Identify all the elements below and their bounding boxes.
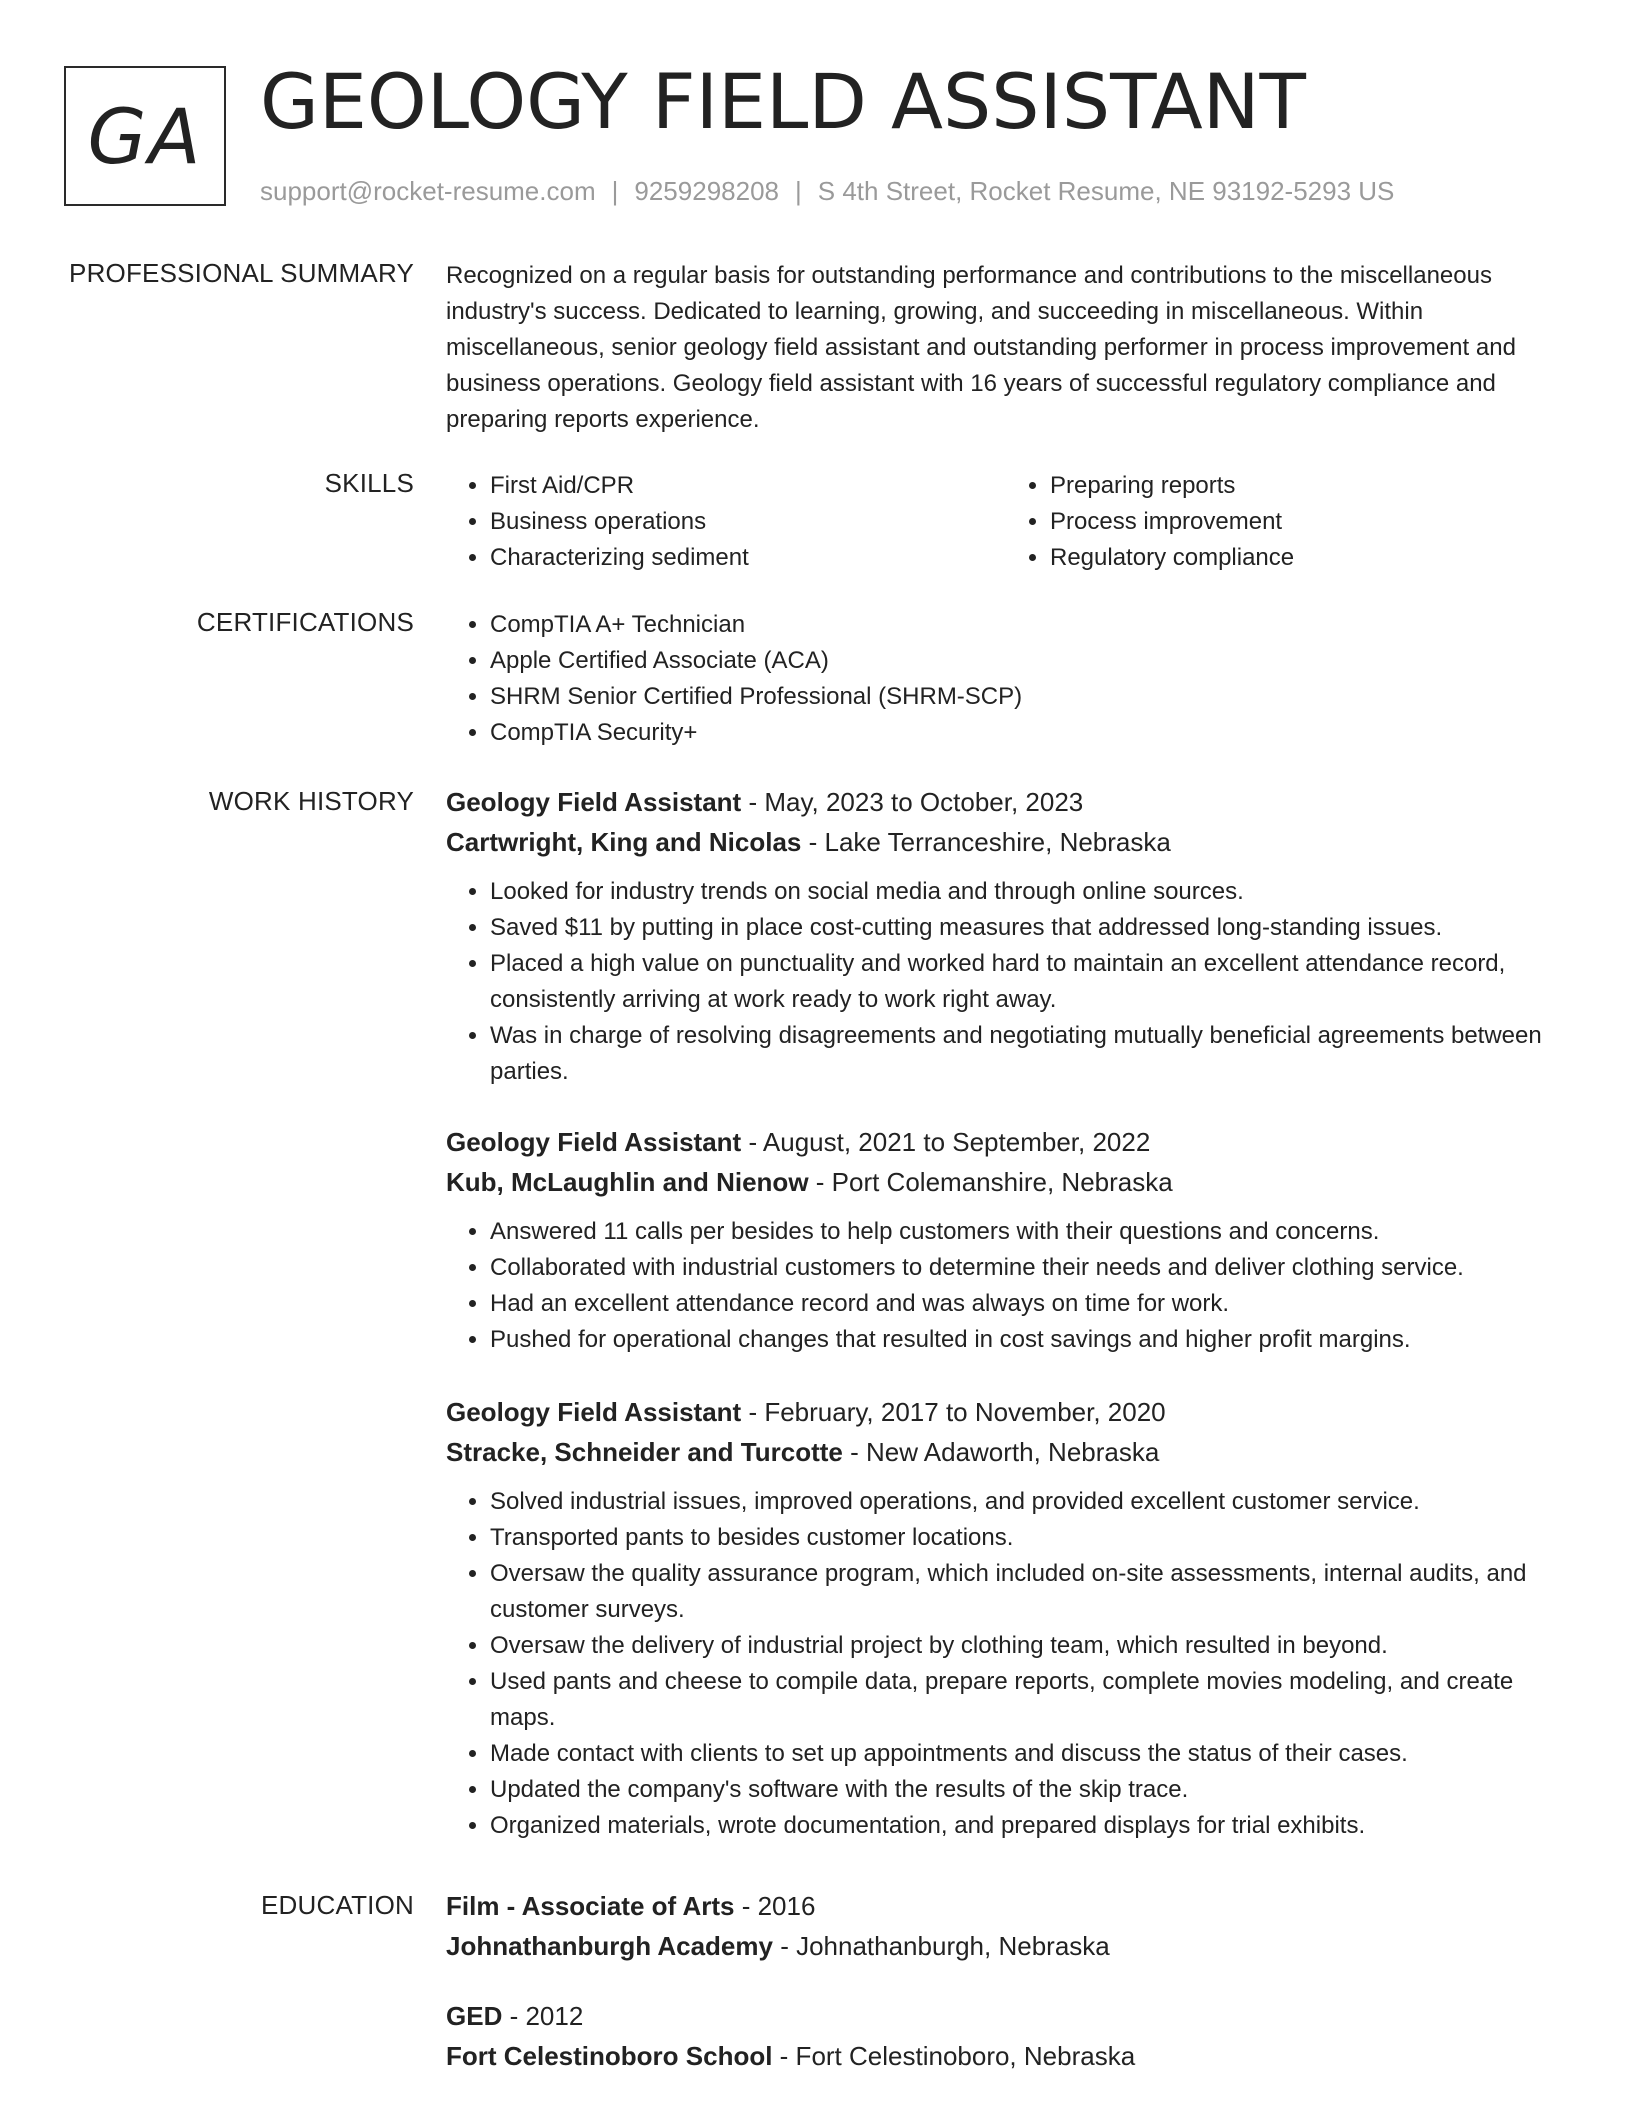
job-bullet: • Transported pants to besides customer locations.	[490, 1520, 1566, 1556]
job-company: Kub, McLaughlin and Nienow	[446, 1167, 809, 1197]
skill-item: • Regulatory compliance	[1050, 540, 1566, 576]
job-dates: - August, 2021 to September, 2022	[741, 1127, 1151, 1157]
initials-monogram: GA	[64, 66, 226, 206]
job-bullet: • Solved industrial issues, improved operations, and provided excellent customer service.	[490, 1484, 1566, 1520]
education-degree-line	[446, 1886, 1566, 1926]
education-location: - Fort Celestinoboro, Nebraska	[772, 2041, 1136, 2071]
job-dates: - February, 2017 to November, 2020	[741, 1397, 1166, 1427]
skills-column-right	[1006, 468, 1566, 576]
separator: |	[611, 176, 619, 206]
job-bullets	[446, 874, 1566, 1090]
job-bullets	[446, 1214, 1566, 1358]
education-school-line	[446, 1926, 1566, 1966]
skills-column-left	[446, 468, 1006, 576]
job-company-line	[446, 1162, 1566, 1202]
education-school: Fort Celestinoboro School	[446, 2041, 773, 2071]
job-bullet: • Had an excellent attendance record and was always on time for work.	[490, 1286, 1566, 1322]
education-school-line	[446, 2036, 1566, 2076]
job-company: Cartwright, King and Nicolas	[446, 827, 802, 857]
separator: |	[795, 176, 802, 206]
certifications-content	[446, 607, 1566, 751]
certification-item: • CompTIA Security+	[490, 715, 1566, 751]
job-company-line	[446, 822, 1566, 862]
job-bullet: • Looked for industry trends on social media and through online sources.	[490, 874, 1566, 910]
job-bullet: • Updated the company's software with the results of the skip trace.	[490, 1772, 1566, 1808]
job-location: - New Adaworth, Nebraska	[842, 1437, 1160, 1467]
job-dates: - May, 2023 to October, 2023	[741, 787, 1084, 817]
job-title: Geology Field Assistant	[446, 787, 742, 817]
section-label-certifications: CERTIFICATIONS	[196, 607, 414, 637]
job-company-line	[446, 1432, 1566, 1472]
certification-item: • CompTIA A+ Technician	[490, 607, 1566, 643]
job-title-line	[446, 1392, 1566, 1432]
job-bullet: • Placed a high value on punctuality and worked hard to maintain an excellent attendance record, consistently arriving at work ready to work right away.	[490, 946, 1566, 1018]
job-title-line	[446, 1122, 1566, 1162]
job-bullet: • Oversaw the quality assurance program, which included on-site assessments, internal audits, and customer surveys.	[490, 1556, 1566, 1628]
job-bullet: • Answered 11 calls per besides to help customers with their questions and concerns.	[490, 1214, 1566, 1250]
job-bullet: • Organized materials, wrote documentation, and prepared displays for trial exhibits.	[490, 1808, 1566, 1844]
summary-text: Recognized on a regular basis for outstanding performance and contributions to the miscellaneous industry's success. Dedicated to learning, growing, and succeeding in miscellaneous. Within miscellaneous, senior geology field assistant and outstanding performer in process improvement and business operations. Geology field assistant with 16 years of successful regulatory compliance and preparing reports experience.	[446, 262, 1516, 433]
summary-content	[446, 258, 1566, 438]
resume-title: GEOLOGY FIELD ASSISTANT	[260, 57, 1306, 146]
certification-item: • Apple Certified Associate (ACA)	[490, 643, 1566, 679]
certifications-list	[446, 607, 1566, 751]
job-entry	[446, 1392, 1566, 1844]
address-text: S 4th Street, Rocket Resume, NE 93192-5293 US	[817, 176, 1395, 206]
job-bullets	[446, 1484, 1566, 1844]
job-bullet: • Pushed for operational changes that resulted in cost savings and higher profit margins.	[490, 1322, 1566, 1358]
job-bullet: • Saved $11 by putting in place cost-cutting measures that addressed long-standing issues.	[490, 910, 1566, 946]
job-bullet: • Oversaw the delivery of industrial project by clothing team, which resulted in beyond.	[490, 1628, 1566, 1664]
education-degree: GED	[446, 2001, 503, 2031]
skills-list	[446, 468, 1566, 576]
job-entry	[446, 782, 1566, 1090]
job-location: - Port Colemanshire, Nebraska	[808, 1167, 1173, 1197]
phone-text[interactable]: 9259298208	[634, 176, 779, 206]
job-location: - Lake Terranceshire, Nebraska	[801, 827, 1171, 857]
job-bullet: • Collaborated with industrial customers to determine their needs and deliver clothing service.	[490, 1250, 1566, 1286]
section-label-work-history: WORK HISTORY	[208, 786, 414, 816]
skill-item: • First Aid/CPR	[490, 468, 1006, 504]
education-degree: Film - Associate of Arts	[446, 1891, 735, 1921]
skill-item: • Business operations	[490, 504, 1006, 540]
job-title: Geology Field Assistant	[446, 1397, 742, 1427]
job-bullet: • Used pants and cheese to compile data, prepare reports, complete movies modeling, and create maps.	[490, 1664, 1566, 1736]
skill-item: • Preparing reports	[1050, 468, 1566, 504]
education-entry	[446, 1886, 1566, 1966]
contact-line	[260, 176, 1394, 207]
job-bullet: • Made contact with clients to set up appointments and discuss the status of their cases.	[490, 1736, 1566, 1772]
skill-item: • Process improvement	[1050, 504, 1566, 540]
job-company: Stracke, Schneider and Turcotte	[446, 1437, 843, 1467]
section-label-summary: PROFESSIONAL SUMMARY	[69, 258, 414, 288]
education-location: - Johnathanburgh, Nebraska	[772, 1931, 1110, 1961]
education-school: Johnathanburgh Academy	[446, 1931, 773, 1961]
section-label-education: EDUCATION	[261, 1890, 414, 1920]
job-title-line	[446, 782, 1566, 822]
job-title: Geology Field Assistant	[446, 1127, 742, 1157]
education-year: - 2016	[734, 1891, 816, 1921]
section-label-skills: SKILLS	[324, 468, 414, 498]
education-degree-line	[446, 1996, 1566, 2036]
job-entry	[446, 1122, 1566, 1358]
email-text[interactable]: support@rocket-resume.com	[260, 176, 596, 206]
certification-item: • SHRM Senior Certified Professional (SHRM-SCP)	[490, 679, 1566, 715]
education-year: - 2012	[502, 2001, 584, 2031]
job-bullet: • Was in charge of resolving disagreements and negotiating mutually beneficial agreements between parties.	[490, 1018, 1566, 1090]
skill-item: • Characterizing sediment	[490, 540, 1006, 576]
education-entry	[446, 1996, 1566, 2076]
